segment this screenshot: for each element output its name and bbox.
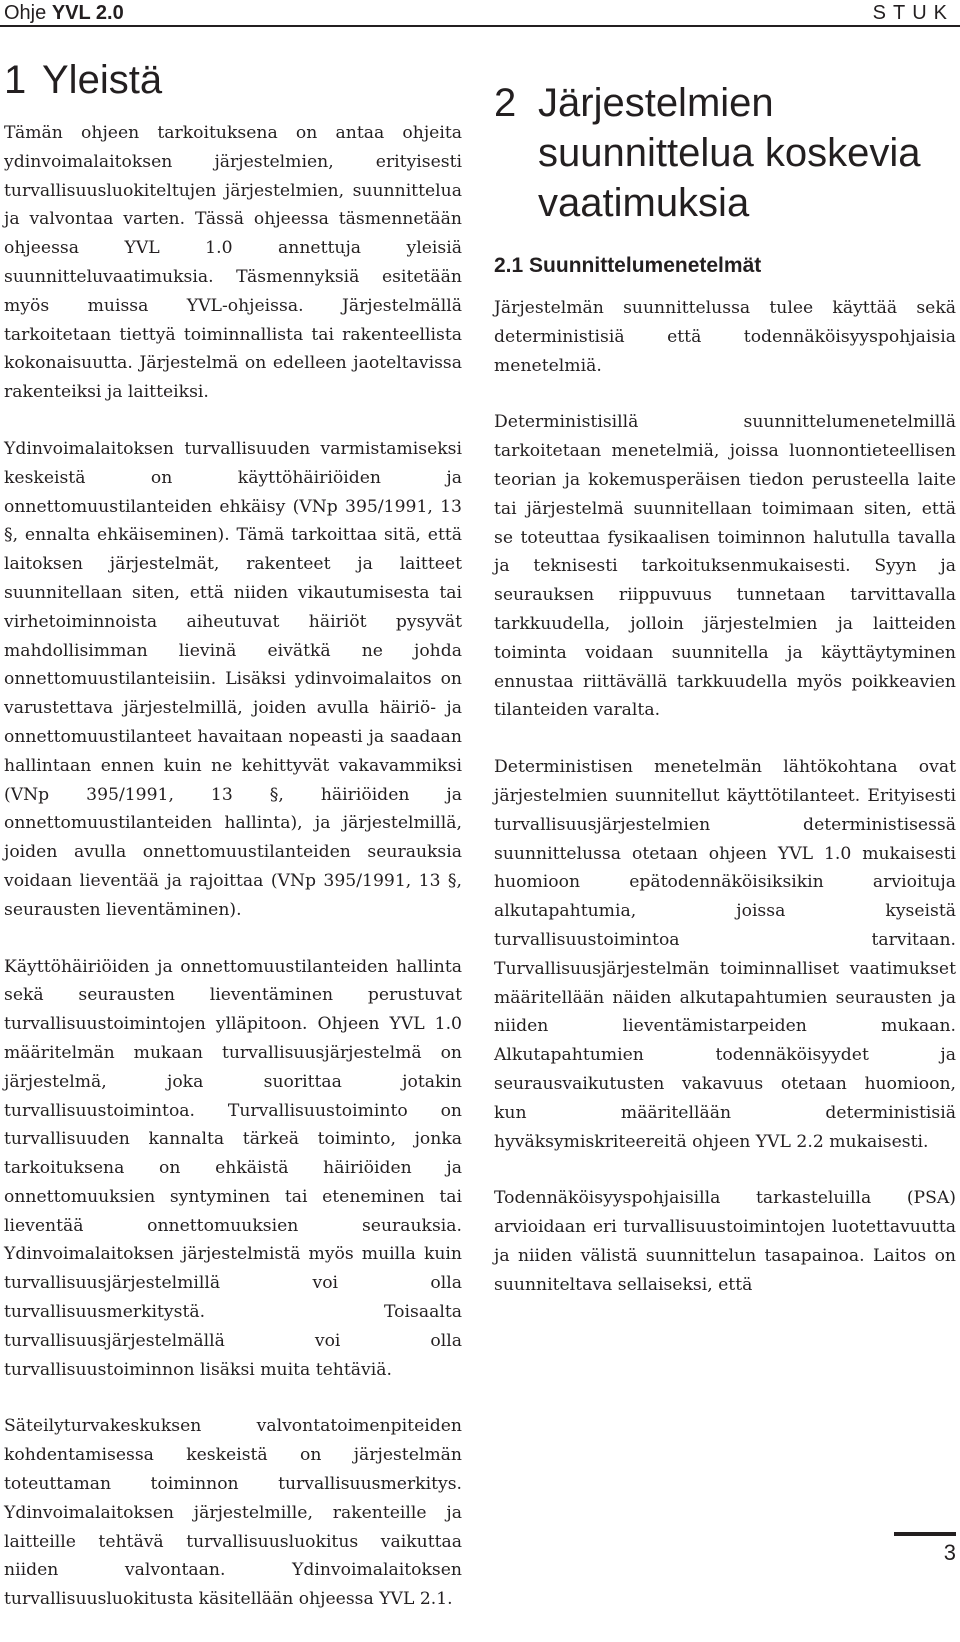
right-column — [494, 60, 956, 1328]
section-2-paragraph-1: Järjestelmän suunnittelussa tulee käyttää sekä deterministisiä että todennäköisyyspohjaisia menetelmiä. — [494, 298, 956, 376]
section-1-paragraph-4: Säteilyturvakeskuksen valvontatoimenpiteiden kohdentamisessa keskeistä on järjestelmän toteuttaman toiminnon turvallisuusmerkitys. Ydinvoimalaitoksen järjestelmille, rakenteille ja laitteille tehtävä turvallisuusluokitus vaikuttaa niiden valvontaan. Ydinvoimalaitoksen turvallisuusluokitusta käsitellään ohjeessa YVL 2.1. — [4, 1416, 462, 1610]
section-1-number: 1 — [4, 58, 27, 102]
section-1-paragraph-1: Tämän ohjeen tarkoituksena on antaa ohjeita ydinvoimalaitoksen järjestelmien, erityisesti turvallisuusluokiteltujen järjestelmien, suunnittelua ja valvontaa varten. Tässä ohjeessa täsmennetään ohjeessa YVL 1.0 annettuja yleisiä suunnitteluvaatimuksia. Täsmennyksiä esitetään myös muissa YVL-ohjeissa. Järjestelmällä tarkoitetaan tiettyä toiminnallista tai rakenteellista kokonaisuutta. Järjestelmä on edelleen jaoteltavissa rakenteiksi ja laitteiksi. — [4, 123, 462, 403]
section-2-title-line-2: suunnittelua koskevia — [538, 131, 921, 175]
page-number: 3 — [943, 1540, 956, 1565]
subsection-2-1-number: 2.1 — [494, 254, 524, 277]
section-1-paragraph-2: Ydinvoimalaitoksen turvallisuuden varmistamiseksi keskeistä on käyttöhäiriöiden ja onnettomuustilanteiden ehkäisy (VNp 395/1991, 13 §, ennalta ehkäiseminen). Tämä tarkoittaa sitä, että laitoksen järjestelmät, rakenteet ja laitteet suunnitellaan siten, että niiden vikautumisesta tai virhetoiminnoista aiheutuvat häiriöt pysyvät mahdollisimman lievinä eivätkä ne johda onnettomuustilanteisiin. Lisäksi ydinvoimalaitos on varustettava järjestelmillä, joiden avulla häiriö- ja onnettomuustilanteet havaitaan nopeasti ja saadaan hallintaan ennen kuin ne kehittyvät vakavammiksi (VNp 395/1991, 13 §, häiriöiden ja onnettomuustilanteiden hallinta), ja järjestelmillä, joiden avulla onnettomuustilanteiden seurauksia voidaan lieventää ja rajoittaa (VNp 395/1991, 13 §, seurausten lieventäminen). — [4, 438, 462, 920]
header-divider — [0, 25, 960, 27]
section-2-heading — [494, 78, 956, 228]
page-header — [0, 0, 960, 30]
page-number-rule — [894, 1532, 956, 1536]
section-2-title-line-3: vaatimuksia — [538, 181, 750, 225]
section-2-paragraph-3: Deterministisen menetelmän lähtökohtana ovat järjestelmien suunnitellut käyttötilanteet. Erityisesti turvallisuusjärjestelmien deterministisessä suunnittelussa otetaan ohjeen YVL 1.0 mukaisesti huomioon epätodennäköisiksikin arvioituja alkutapahtumia, joissa kyseistä turvallisuustoimintoa tarvitaan. Turvallisuusjärjestelmän toiminnalliset vaatimukset määritellään näiden alkutapahtumien seurausten ja niiden lieventämistarpeiden mukaan. Alkutapahtumien todennäköisyydet ja seurausvaikutusten vakavuus otetaan huomioon, kun määritellään deterministisiä hyväksymiskriteereitä ohjeen YVL 2.2 mukaisesti. — [494, 757, 956, 1152]
guide-code: YVL 2.0 — [51, 2, 124, 24]
section-2-title-line-1: Järjestelmien — [538, 81, 774, 125]
guide-prefix: Ohje — [4, 2, 52, 24]
section-2-title — [538, 78, 920, 228]
section-1-paragraph-3: Käyttöhäiriöiden ja onnettomuustilanteiden hallinta sekä seurausten lieventäminen perustuvat turvallisuustoimintojen ylläpitoon. Ohjeen YVL 1.0 määritelmän mukaan turvallisuusjärjestelmä on järjestelmä, joka suorittaa jotakin turvallisuustoimintoa. Turvallisuustoiminto on turvallisuuden kannalta tärkeä toiminto, jonka tarkoituksena on ehkäistä häiriöiden ja onnettomuuksien syntyminen tai eteneminen tai lieventää onnettomuuksien seurauksia. Ydinvoimalaitoksen järjestelmistä myös muilla kuin turvallisuusjärjestelmillä voi olla turvallisuusmerkitystä. Toisaalta turvallisuusjärjestelmällä voi olla turvallisuustoiminnon lisäksi muita tehtäviä. — [4, 956, 462, 1380]
organization-name: STUK — [872, 2, 954, 24]
section-2-paragraph-4: Todennäköisyyspohjaisilla tarkasteluilla (PSA) arvioidaan eri turvallisuustoimintojen luotettavuutta ja niiden välistä suunnittelun tasapainoa. Laitos on suunniteltava sellaiseksi, että — [494, 1188, 956, 1295]
left-column — [4, 55, 462, 1642]
subsection-2-1-heading — [494, 252, 956, 280]
section-2-number: 2 — [494, 81, 517, 125]
section-1-title: Yleistä — [42, 58, 163, 102]
guide-label — [4, 0, 124, 26]
section-1-heading — [4, 55, 462, 105]
subsection-2-1-title: Suunnittelumenetelmät — [529, 254, 762, 277]
section-2-paragraph-2: Deterministisillä suunnittelumenetelmillä tarkoitetaan menetelmiä, joissa luonnontieteellisen teorian ja kokemusperäisen tiedon perusteella laite tai järjestelmä suunnitellaan toimimaan siten, että se toteuttaa fysikaalisen toiminnon halutulla tavalla ja teknisesti tarkoituksenmukaisesti. Syyn ja seurauksen riippuvuus tunnetaan tarvittavalla tarkkuudella, jolloin järjestelmien ja laitteiden toiminta voidaan suunnitella ja käyttäytyminen ennustaa riittävällä tarkkuudella myös poikkeavien tilanteiden varalta. — [494, 412, 956, 721]
